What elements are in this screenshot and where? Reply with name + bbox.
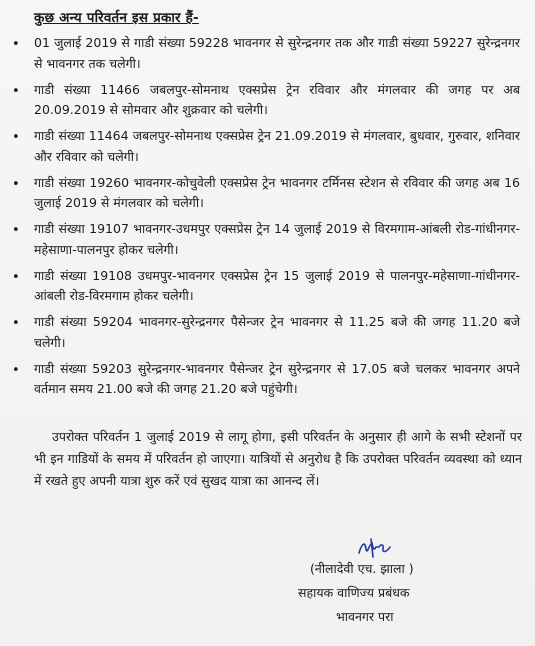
list-item-text: गाडी संख्या 59203 सुरेन्द्रनगर-भावनगर पैसेन्जर ट्रेन सुरेन्द्रनगर से 17.05 बजे चलकर भावनगर अपने वर्तमान समय 21.00 बजे की जगह 21.20 बजे पहुंचेगी। [34, 360, 520, 396]
list-item [0, 359, 535, 406]
list-item-text: गाडी संख्या 11464 जबलपुर-सोमनाथ एक्सप्रेस ट्रेन 21.09.2019 से मंगलवार, बुधवार, गुरुवार, शनिवार और रविवार को चलेगी। [34, 128, 520, 164]
bullet-icon: • [12, 223, 20, 238]
bullet-icon: • [12, 176, 20, 192]
list-item [0, 173, 535, 220]
bullet-icon: • [12, 37, 20, 52]
bullet-icon: • [12, 362, 20, 378]
list-item [0, 33, 535, 80]
bullet-icon: • [12, 316, 20, 331]
notice-paragraph: उपरोक्त परिवर्तन 1 जुलाई 2019 से लागू होगा, इसी परिवर्तन के अनुसार ही आगे के सभी स्टेशनों पर भी इन गाडियों के समय में परिवर्तन हो जाएगा। यात्रियों से अनुरोध है कि उपरोक्त परिवर्तन व्यवस्था को ध्यान में रखते हुए अपनी यात्रा शुरु करें एवं सुखद यात्रा का आनन्द लें। [34, 429, 522, 488]
list-item [0, 80, 535, 127]
signatory-place: भावनगर परा [336, 609, 394, 624]
list-item [0, 312, 535, 359]
signature-mark [356, 535, 396, 561]
notice-heading: कुछ अन्य परिवर्तन इस प्रकार हैं- [34, 10, 199, 26]
list-item [0, 266, 535, 313]
list-item-text: 01 जुलाई 2019 से गाडी संख्या 59228 भावनगर से सुरेन्द्रनगर तक और गाडी संख्या 59227 सुरेन्द्रनगर से भावनगर तक चलेगी। [34, 35, 520, 71]
signatory-title: सहायक वाणिज्य प्रबंधक [298, 585, 410, 600]
list-item-text: गाडी संख्या 19108 उधमपुर-भावनगर एक्सप्रेस ट्रेन 15 जुलाई 2019 से पालनपुर-महेसाणा-गांधीनगर-आंबली रोड-विरमगाम होकर चलेगी। [34, 267, 520, 303]
bullet-icon: • [12, 83, 20, 99]
signatory-name: (नीलादेवी एच. झाला ) [310, 561, 414, 576]
list-item-text: गाडी संख्या 59204 भावनगर-सुरेन्द्रनगर पैसेन्जर ट्रेन भावनगर से 11.25 बजे की जगह 11.20 बजे चलेगी। [34, 314, 520, 350]
bullet-icon: • [12, 130, 20, 145]
change-list [0, 33, 535, 405]
list-item [0, 126, 535, 173]
bullet-icon: • [12, 269, 20, 285]
list-item-text: गाडी संख्या 11466 जबलपुर-सोमनाथ एक्सप्रेस ट्रेन रविवार और मंगलवार की जगह पर अब 20.09.2019 से सोमवार और शुक्रवार को चलेगी। [34, 81, 520, 117]
list-item [0, 219, 535, 266]
list-item-text: गाडी संख्या 19260 भावनगर-कोचुवेली एक्सप्रेस ट्रेन भावनगर टर्मिनस स्टेशन से रविवार की जगह अब 16 जुलाई 2019 से मंगलवार को चलेगी। [34, 174, 520, 210]
list-item-text: गाडी संख्या 19107 भावनगर-उधमपुर एक्सप्रेस ट्रेन 14 जुलाई 2019 से विरमगाम-आंबली रोड-गांधीनगर-महेसाणा-पालनपुर होकर चलेगी। [34, 221, 520, 257]
